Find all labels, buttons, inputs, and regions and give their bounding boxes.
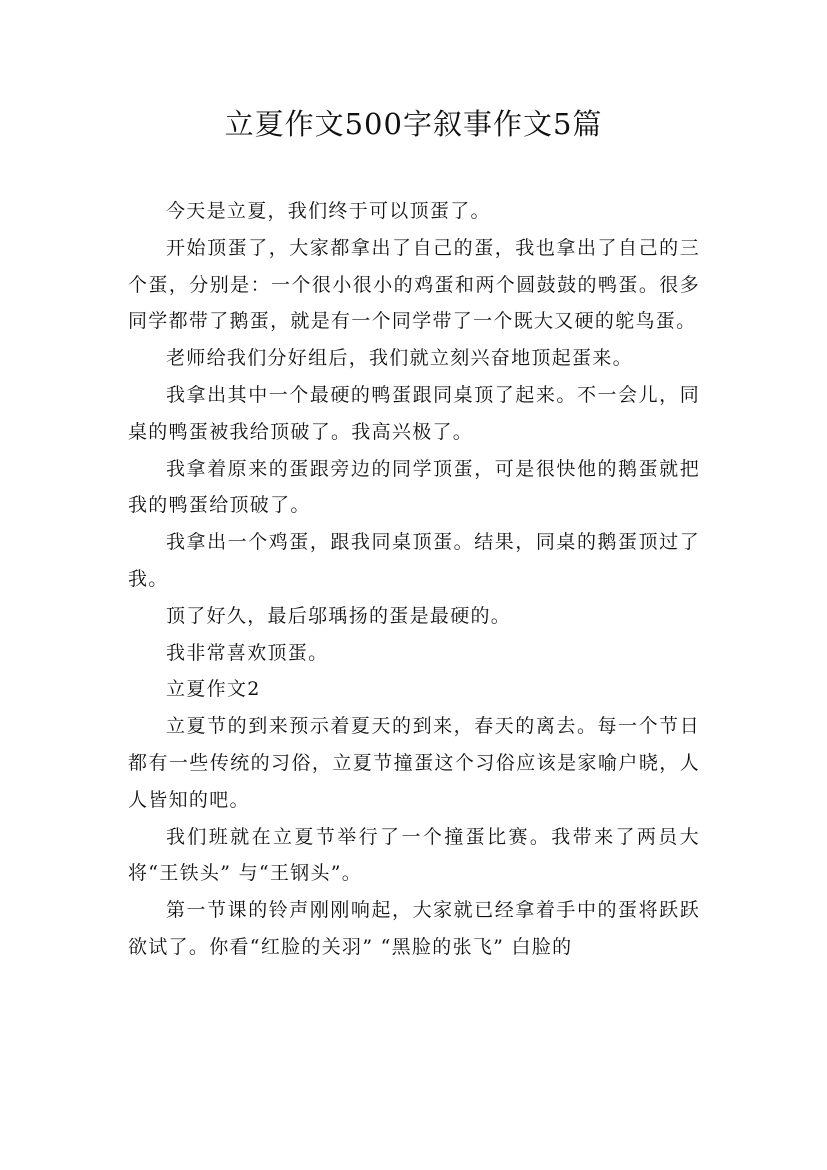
paragraph: 开始顶蛋了，大家都拿出了自己的蛋，我也拿出了自己的三个蛋，分别是：一个很小很小的鸡蛋和两个圆鼓鼓的鸭蛋。很多同学都带了鹅蛋，就是有一个同学带了一个既大又硬的鸵鸟蛋。	[128, 236, 700, 333]
paragraph: 今天是立夏，我们终于可以顶蛋了。	[166, 200, 491, 222]
paragraph: 顶了好久，最后邬瑀扬的蛋是最硬的。	[166, 604, 512, 627]
document-title: 立夏作文500字叙事作文5篇	[224, 107, 603, 141]
paragraph: 我非常喜欢顶蛋。	[166, 641, 329, 664]
document-body	[128, 193, 700, 966]
section-heading: 立夏作文2	[166, 678, 261, 701]
paragraph: 我拿着原来的蛋跟旁边的同学顶蛋，可是很快他的鹅蛋就把我的鸭蛋给顶破了。	[128, 457, 700, 517]
paragraph: 立夏节的到来预示着夏天的到来，春天的离去。每一个节日都有一些传统的习俗，立夏节撞蛋这个习俗应该是家喻户晓，人人皆知的吧。	[128, 715, 700, 811]
paragraph: 第一节课的铃声刚刚响起，大家就已经拿着手中的蛋将跃跃欲试了。你看“红脸的关羽” “黑脸的张飞” 白脸的	[128, 899, 700, 958]
paragraph: 老师给我们分好组后，我们就立刻兴奋地顶起蛋来。	[166, 347, 633, 370]
paragraph: 我拿出一个鸡蛋，跟我同桌顶蛋。结果，同桌的鹅蛋顶过了我。	[128, 531, 700, 590]
paragraph: 我拿出其中一个最硬的鸭蛋跟同桌顶了起来。不一会儿，同桌的鸭蛋被我给顶破了。我高兴极了。	[128, 383, 700, 443]
paragraph: 我们班就在立夏节举行了一个撞蛋比赛。我带来了两员大将“王铁头” 与“王钢头”。	[128, 825, 700, 885]
